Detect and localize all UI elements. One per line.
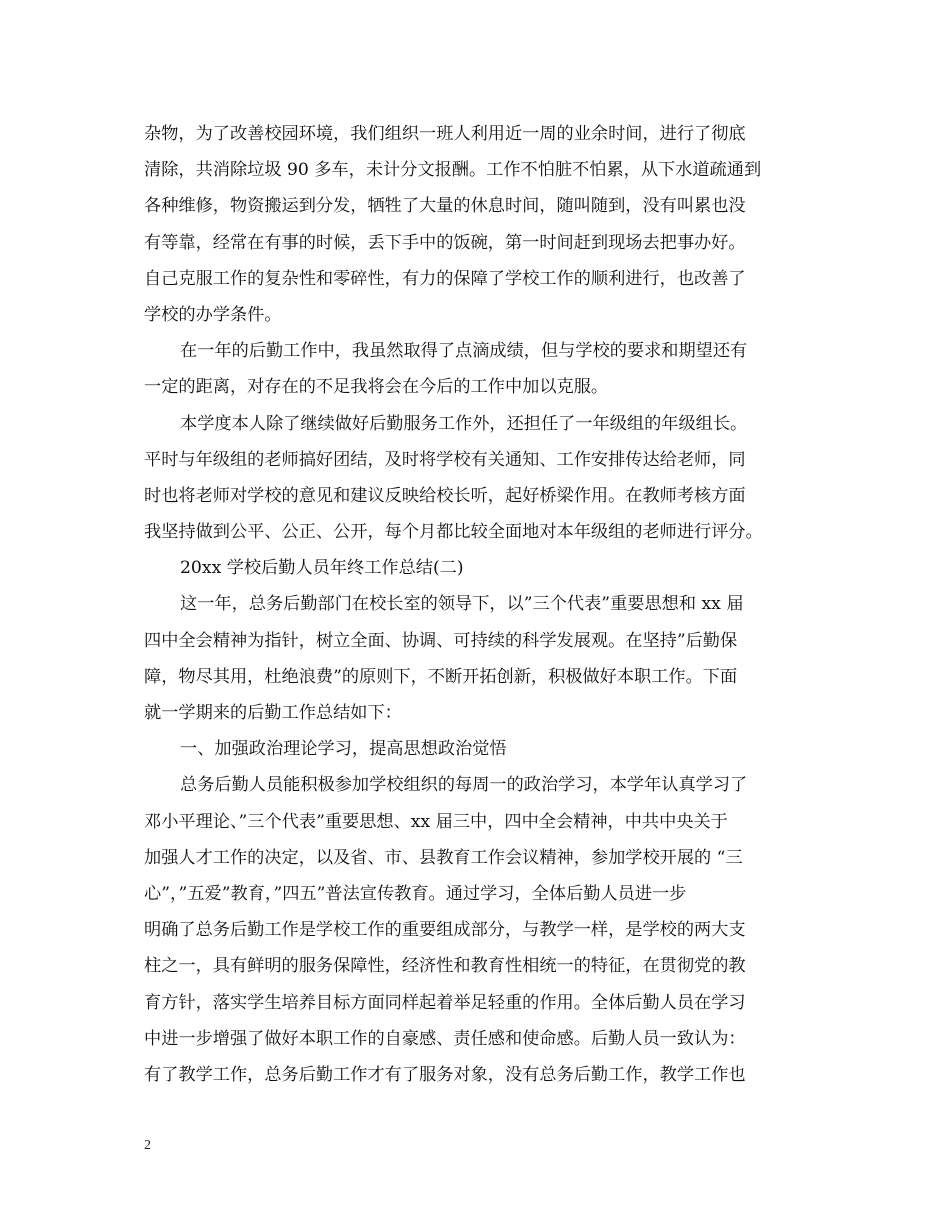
text-line: 障，物尽其用，杜绝浪费”的原则下，不断开拓创新，积极做好本职工作。下面 [144, 666, 738, 687]
text-line: 就一学期来的后勤工作总结如下： [144, 703, 402, 723]
text-line: 育方针，落实学生培养目标方面同样起着举足轻重的作用。全体后勤人员在学习 [144, 992, 746, 1013]
document-body [144, 116, 809, 1093]
text-line: 总务后勤人员能积极参加学校组织的每周一的政治学习，本学年认真学习了 [180, 775, 748, 796]
text-line: 学校的办学条件。 [144, 304, 282, 325]
text-line: 清除，共消除垃圾 90 多车，未计分文报酬。工作不怕脏不怕累，从下水道疏通到 [144, 160, 762, 181]
text-line: 邓小平理论、”三个代表”重要思想、xx 届三中，四中全会精神，中共中央关于 [144, 811, 728, 832]
text-line: 有了教学工作，总务后勤工作才有了服务对象，没有总务后勤工作，教学工作也 [144, 1064, 746, 1085]
text-line: 有等靠，经常在有事的时候，丢下手中的饭碗，第一时间赶到现场去把事办好。 [144, 232, 746, 253]
text-line: 加强人才工作的决定，以及省、市、县教育工作会议精神，参加学校开展的 “三 [144, 847, 743, 868]
text-line: 这一年，总务后勤部门在校长室的领导下，以”三个代表”重要思想和 xx 届 [180, 594, 744, 615]
text-line: 我坚持做到公平、公正、公开，每个月都比较全面地对本年级组的老师进行评分。 [144, 522, 763, 543]
text-line: 一定的距离，对存在的不足我将会在今后的工作中加以克服。 [144, 377, 609, 398]
text-line: 中进一步增强了做好本职工作的自豪感、责任感和使命感。后勤人员一致认为： [144, 1028, 746, 1049]
text-line: 各种维修，物资搬运到分发，牺牲了大量的休息时间，随叫随到，没有叫累也没 [144, 196, 746, 217]
text-line: 柱之一，具有鲜明的服务保障性，经济性和教育性相统一的特征，在贯彻党的教 [144, 956, 746, 977]
text-line: 杂物，为了改善校园环境，我们组织一班人利用近一周的业余时间，进行了彻底 [144, 124, 746, 144]
text-line: 平时与年级组的老师搞好团结，及时将学校有关通知、工作安排传达给老师，同 [144, 449, 746, 470]
page-number: 2 [144, 1138, 151, 1153]
text-line: 在一年的后勤工作中，我虽然取得了点滴成绩，但与学校的要求和期望还有 [180, 341, 748, 362]
text-line: 明确了总务后勤工作是学校工作的重要组成部分，与教学一样，是学校的两大支 [144, 920, 746, 941]
text-line: 一、加强政治理论学习，提高思想政治觉悟 [180, 739, 507, 760]
text-line: 四中全会精神为指针，树立全面、协调、可持续的科学发展观。在坚持”后勤保 [144, 630, 738, 651]
text-line: 心”，”五爱”教育，”四五”普法宣传教育。通过学习，全体后勤人员进一步 [144, 883, 687, 904]
text-line: 本学度本人除了继续做好后勤服务工作外，还担任了一年级组的年级组长。 [180, 413, 748, 434]
text-line: 20xx 学校后勤人员年终工作总结(二) [180, 558, 464, 579]
text-line: 时也将老师对学校的意见和建议反映给校长听，起好桥梁作用。在教师考核方面 [144, 485, 746, 506]
text-line: 自己克服工作的复杂性和零碎性，有力的保障了学校工作的顺利进行，也改善了 [144, 268, 746, 289]
